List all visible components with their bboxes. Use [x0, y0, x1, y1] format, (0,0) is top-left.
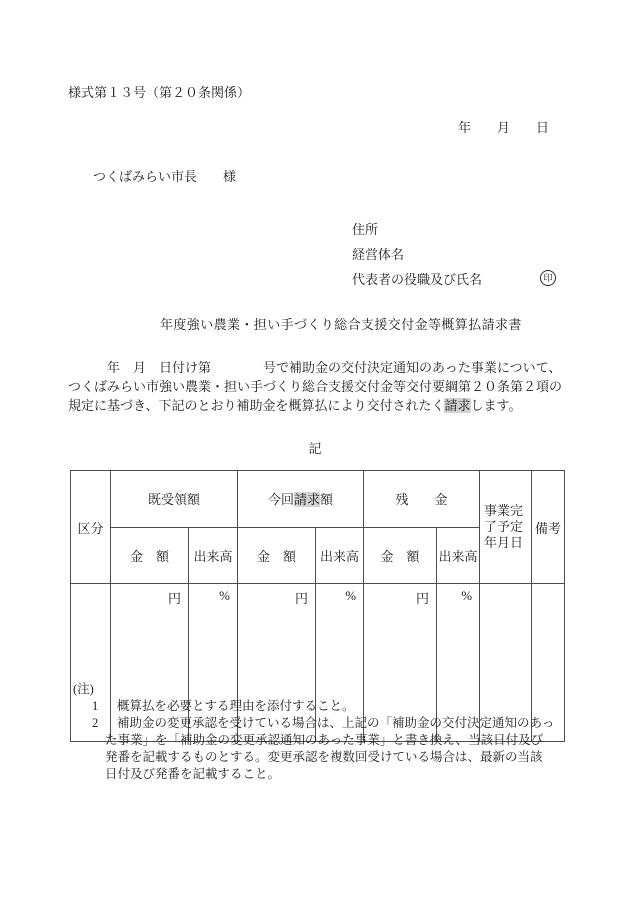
document-title: 年度強い農業・担い手づくり総合支援交付金等概算払請求書 — [160, 317, 522, 332]
cell-current-progress: % — [316, 584, 364, 742]
note-1-text: 概算払を必要とする理由を添付すること。 — [117, 699, 355, 713]
header-completion-date — [480, 471, 532, 584]
current-group-tail: 額 — [320, 492, 334, 508]
header-balance-group: 残 金 — [364, 471, 480, 528]
date-line: 年 月 日 — [458, 120, 550, 135]
header-current-amount: 金 額 — [238, 527, 316, 584]
body-line-3-text: 規定に基づき、下記のとおり補助金を概算払により交付されたく — [68, 398, 445, 413]
cell-received-amount: 円 — [111, 584, 189, 742]
completion-date-label: 事業完了予定年月日 — [484, 503, 524, 550]
addressee: つくばみらい市長 様 — [93, 169, 237, 184]
note-2-line-1: 補助金の変更承認を受けている場合は、上記の「補助金の交付決定通知のあっ — [117, 716, 555, 730]
cell-category — [71, 584, 111, 742]
body-paragraph — [68, 358, 568, 415]
note-2-line-3: 発番を記載するものとする。変更承認を複数回受けている場合は、最新の当該 — [105, 750, 543, 764]
applicant-representative-label: 代表者の役職及び氏名 — [352, 272, 483, 287]
header-balance-amount: 金 額 — [364, 527, 437, 584]
body-line-1: 年 月 日付け第 号で補助金の交付決定通知のあった事業について、 — [107, 360, 562, 375]
note-2-line-2: た事業」を「補助金の変更承認通知のあった事業」と書き換え、当該日付及び — [105, 733, 544, 747]
header-current-progress: 出来高 — [316, 527, 364, 584]
cell-current-amount: 円 — [238, 584, 316, 742]
header-current-request-group — [238, 471, 364, 528]
note-1-number: 1 — [92, 699, 99, 713]
body-line-2: つくばみらい市強い農業・担い手づくり総合支援交付金等交付要綱第２０条第２項の — [68, 379, 563, 394]
record-heading: 記 — [308, 441, 322, 456]
cell-balance-amount: 円 — [364, 584, 437, 742]
note-2-line-4: 日付及び発番を記載すること。 — [105, 767, 281, 781]
seal-icon — [540, 270, 556, 286]
body-line-3-tail: します。 — [470, 398, 522, 413]
applicant-address-label: 住所 — [352, 222, 379, 237]
search-highlight: 請求 — [444, 398, 471, 413]
header-remarks: 備考 — [532, 471, 565, 584]
notes-label: (注) — [73, 682, 94, 696]
header-received-progress: 出来高 — [189, 527, 238, 584]
header-received-amount: 金 額 — [111, 527, 189, 584]
form-number: 様式第１３号（第２０条関係） — [68, 85, 251, 100]
body-line-3 — [68, 396, 568, 415]
search-highlight: 請求 — [294, 492, 321, 508]
note-2-number: 2 — [92, 716, 99, 730]
applicant-entity-label: 経営体名 — [352, 247, 405, 262]
seal-character: 印 — [543, 272, 553, 283]
header-category: 区分 — [71, 471, 111, 584]
header-balance-progress: 出来高 — [437, 527, 480, 584]
current-group-text: 今回 — [268, 492, 295, 508]
header-received-group: 既受領額 — [111, 471, 238, 528]
cell-received-progress: % — [189, 584, 238, 742]
cell-balance-progress: % — [437, 584, 480, 742]
